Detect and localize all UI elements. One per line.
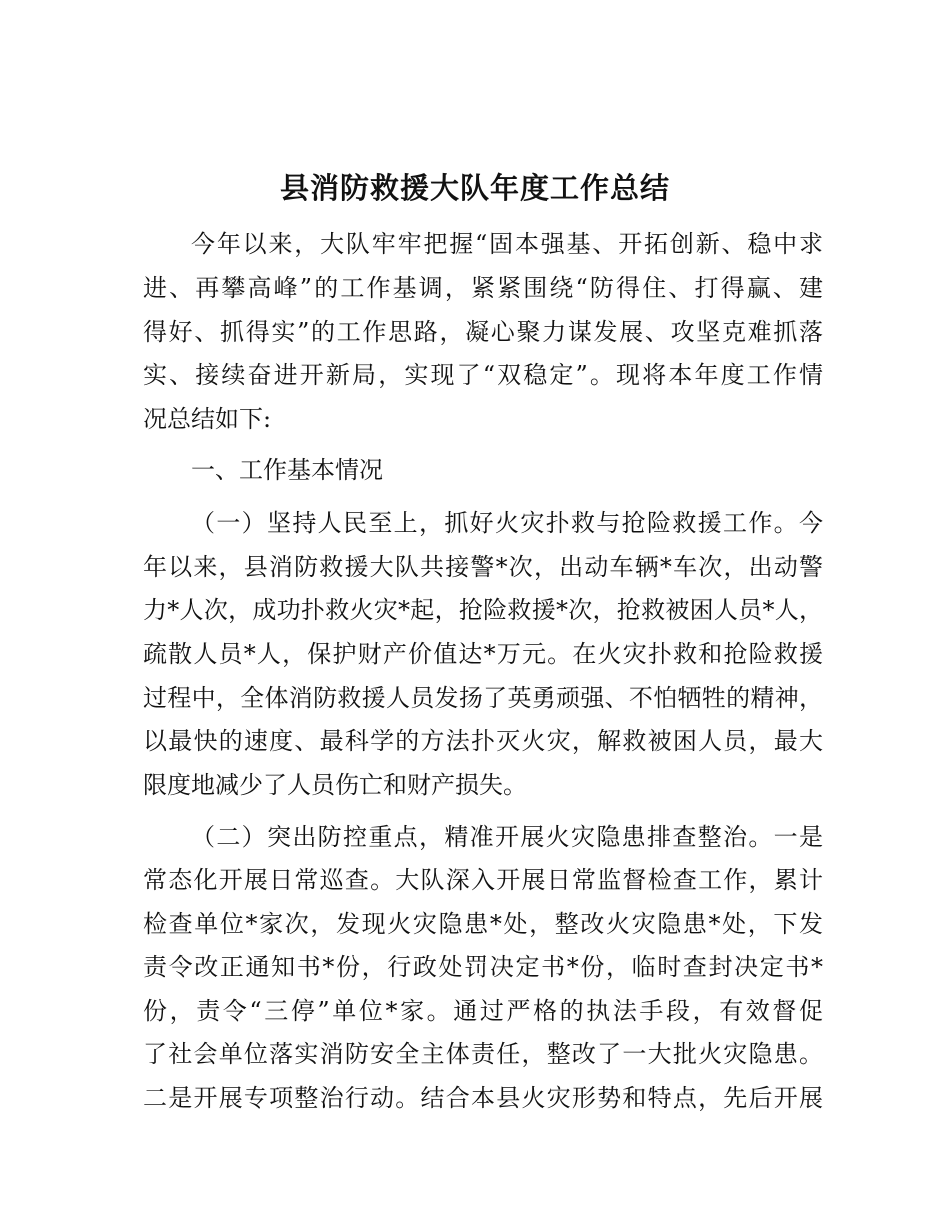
para2-line: 责令改正通知书*份，行政处罚决定书*份，临时查封决定书* <box>143 953 823 981</box>
para1-line: （一）坚持人民至上，抓好火灾扑救与抢险救援工作。今 <box>191 509 823 537</box>
intro-line: 得好、抓得实”的工作思路，凝心聚力谋发展、攻坚克难抓落 <box>143 318 823 346</box>
intro-line: 进、再攀高峰”的工作基调，紧紧围绕“防得住、打得赢、建 <box>143 274 823 302</box>
intro-line: 况总结如下: <box>143 405 272 433</box>
section-heading: 一、工作基本情况 <box>191 456 383 484</box>
para2-line: 二是开展专项整治行动。结合本县火灾形势和特点，先后开展 <box>143 1084 823 1112</box>
para1-line: 限度地减少了人员伤亡和财产损失。 <box>143 771 527 799</box>
para2-line: 份，责令“三停”单位*家。通过严格的执法手段，有效督促 <box>143 997 823 1025</box>
para2-line: 检查单位*家次，发现火灾隐患*处，整改火灾隐患*处，下发 <box>143 910 823 938</box>
para1-line: 过程中，全体消防救援人员发扬了英勇顽强、不怕牺牲的精神， <box>143 684 823 712</box>
intro-line: 实、接续奋进开新局，实现了“双稳定”。现将本年度工作情 <box>143 361 823 389</box>
document-title: 县消防救援大队年度工作总结 <box>279 171 670 205</box>
para1-line: 年以来，县消防救援大队共接警*次，出动车辆*车次，出动警 <box>143 553 823 581</box>
para2-line: （二）突出防控重点，精准开展火灾隐患排查整治。一是 <box>191 823 823 851</box>
para1-line: 疏散人员*人，保护财产价值达*万元。在火灾扑救和抢险救援 <box>143 640 823 668</box>
para2-line: 了社会单位落实消防安全主体责任，整改了一大批火灾隐患。 <box>143 1040 823 1068</box>
para1-line: 以最快的速度、最科学的方法扑灭火灾，解救被困人员，最大 <box>143 727 823 755</box>
intro-line: 今年以来，大队牢牢把握“固本强基、开拓创新、稳中求 <box>191 230 823 258</box>
para2-line: 常态化开展日常巡查。大队深入开展日常监督检查工作，累计 <box>143 866 823 894</box>
para1-line: 力*人次，成功扑救火灾*起，抢险救援*次，抢救被困人员*人， <box>143 596 823 624</box>
